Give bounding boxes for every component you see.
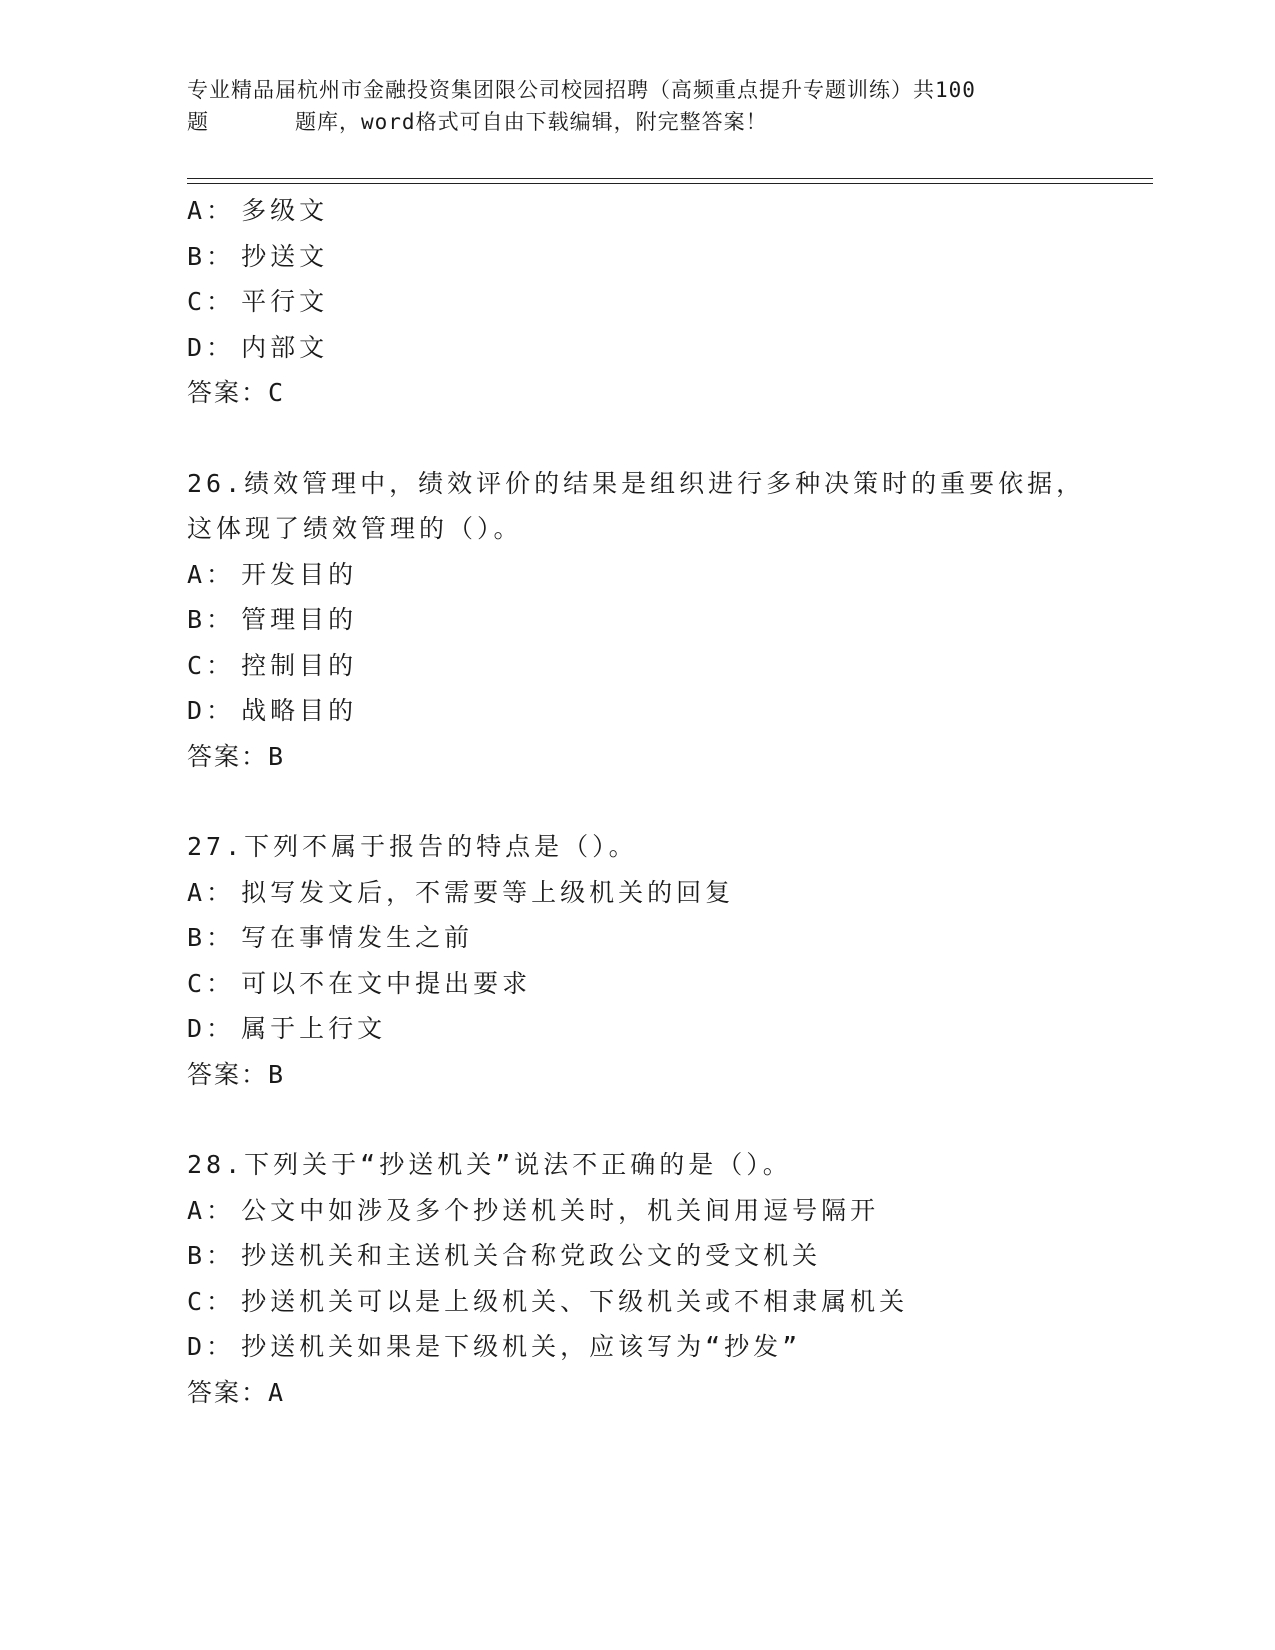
header-title-line2-start: 题 xyxy=(187,110,209,134)
header-title-line2 xyxy=(187,106,1087,138)
header-divider-bottom xyxy=(187,183,1153,184)
option-d xyxy=(187,1006,1167,1052)
option-key: B： xyxy=(187,605,236,634)
header-title-line2-end: 题库，word格式可自由下载编辑，附完整答案！ xyxy=(295,110,768,134)
question-stem-continued: 这体现了绩效管理的（）。 xyxy=(187,514,523,543)
option-text: 写在事情发生之前 xyxy=(241,923,474,952)
option-text: 开发目的 xyxy=(241,559,358,589)
option-text: 抄送文 xyxy=(241,241,329,271)
option-key: A： xyxy=(187,877,236,907)
option-key: D： xyxy=(187,332,236,362)
answer-line: 答案：A xyxy=(187,1377,286,1407)
option-key: C： xyxy=(187,1286,236,1316)
option-c xyxy=(187,1279,1167,1325)
option-text: 抄送机关如果是下级机关，应该写为“抄发” xyxy=(241,1332,802,1361)
option-key: C： xyxy=(187,968,236,998)
option-text: 内部文 xyxy=(241,332,329,362)
option-d xyxy=(187,325,1167,371)
option-text: 多级文 xyxy=(241,196,329,225)
option-a xyxy=(187,870,1167,916)
option-key: B： xyxy=(187,923,236,952)
option-a xyxy=(187,188,1167,234)
answer-line: 答案：C xyxy=(187,378,286,407)
option-key: A： xyxy=(187,1195,236,1225)
option-key: B： xyxy=(187,241,236,271)
option-text: 管理目的 xyxy=(241,605,358,634)
option-a xyxy=(187,552,1167,598)
option-key: A： xyxy=(187,559,236,589)
question-block-prev xyxy=(187,188,1167,416)
answer-line: 答案：B xyxy=(187,741,286,771)
option-text: 可以不在文中提出要求 xyxy=(241,968,532,998)
answer-line: 答案：B xyxy=(187,1059,286,1089)
option-key: C： xyxy=(187,650,236,680)
option-text: 平行文 xyxy=(241,287,329,316)
option-key: D： xyxy=(187,1332,236,1361)
option-c xyxy=(187,643,1167,689)
option-d xyxy=(187,688,1167,734)
option-b xyxy=(187,234,1167,280)
option-text: 控制目的 xyxy=(241,650,358,680)
option-text: 属于上行文 xyxy=(241,1014,387,1043)
header-divider-top xyxy=(187,178,1153,179)
question-block-27 xyxy=(187,824,1167,1097)
option-b xyxy=(187,1233,1167,1279)
option-key: A： xyxy=(187,196,236,225)
question-stem: 27.下列不属于报告的特点是（）。 xyxy=(187,832,638,861)
question-list xyxy=(187,188,1167,1415)
option-key: D： xyxy=(187,696,236,725)
option-text: 公文中如涉及多个抄送机关时，机关间用逗号隔开 xyxy=(241,1195,880,1225)
option-text: 战略目的 xyxy=(241,696,358,725)
option-b xyxy=(187,915,1167,961)
option-a xyxy=(187,1188,1167,1234)
option-text: 抄送机关可以是上级机关、下级机关或不相隶属机关 xyxy=(241,1286,909,1316)
option-d xyxy=(187,1324,1167,1370)
question-stem: 28.下列关于“抄送机关”说法不正确的是（）。 xyxy=(187,1150,792,1179)
option-key: D： xyxy=(187,1014,236,1043)
question-block-28 xyxy=(187,1142,1167,1415)
option-c xyxy=(187,279,1167,325)
question-block-26 xyxy=(187,461,1167,780)
option-text: 抄送机关和主送机关合称党政公文的受文机关 xyxy=(241,1241,822,1270)
header-title-line1: 专业精品届杭州市金融投资集团限公司校园招聘（高频重点提升专题训练）共100 xyxy=(187,78,976,102)
question-stem: 26.绩效管理中，绩效评价的结果是组织进行多种决策时的重要依据， xyxy=(187,468,1086,498)
option-key: B： xyxy=(187,1241,236,1270)
option-c xyxy=(187,961,1167,1007)
option-b xyxy=(187,597,1167,643)
document-header xyxy=(187,74,1087,138)
option-text: 拟写发文后，不需要等上级机关的回复 xyxy=(241,877,735,907)
option-key: C： xyxy=(187,287,236,316)
